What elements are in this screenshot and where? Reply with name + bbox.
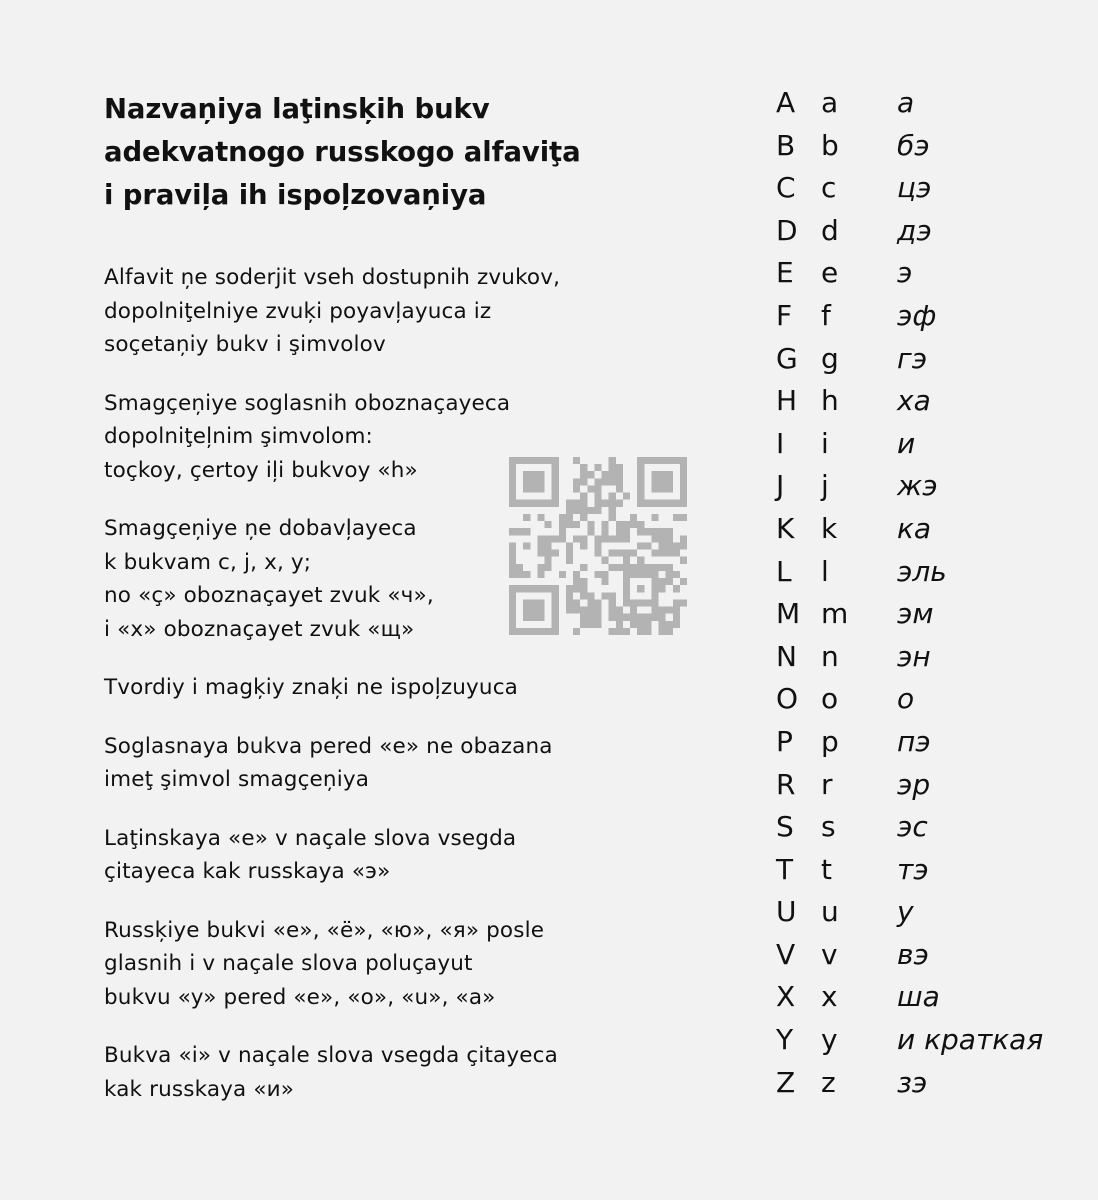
title-line: adekvatnogo russkogo alfaviţa [104,136,581,168]
alphabet-row [0,125,1098,168]
alphabet-table [0,82,1098,1104]
letter-name: э [897,256,913,290]
letter-name: вэ [897,937,929,971]
alphabet-row [0,423,1098,466]
lowercase-letter: e [821,256,839,290]
letter-name: жэ [897,469,938,503]
uppercase-letter: N [776,639,797,673]
uppercase-letter: P [776,724,793,758]
uppercase-letter: H [776,384,798,418]
letter-name: а [897,86,915,119]
paragraph-line: i «x» oboznaçayet zvuk «щ» [104,616,415,642]
lowercase-letter: z [821,1065,836,1099]
alphabet-row [0,806,1098,849]
lowercase-letter: o [821,682,839,716]
title-line: Nazvaņiya laţinsķih bukv [104,93,490,125]
uppercase-letter: X [776,980,796,1014]
paragraph-line: Russķiye bukvi «е», «ё», «ю», «я» posle [104,917,545,943]
paragraph-line: soçetaņiy bukv i şimvolov [104,332,386,357]
uppercase-letter: L [776,554,792,588]
alphabet-row [0,210,1098,253]
paragraph-line: k bukvam c, j, x, y; [104,549,312,575]
letter-name: эр [897,767,931,801]
uppercase-letter: O [776,682,799,716]
uppercase-letter: I [776,426,785,460]
lowercase-letter: c [821,171,837,205]
lowercase-letter: f [821,298,831,332]
letter-name: тэ [897,852,929,886]
paragraph-line: kak russkaya «и» [104,1076,295,1102]
lowercase-letter: h [821,384,839,418]
letter-name: бэ [897,128,930,162]
alphabet-row [0,338,1098,381]
uppercase-letter: K [776,511,795,545]
paragraph-line: bukvu «y» pered «e», «o», «u», «a» [104,984,496,1010]
letter-name: о [897,682,915,716]
letter-name: пэ [897,724,931,758]
alphabet-row [0,465,1098,508]
letter-name: ха [897,384,931,418]
letter-name: гэ [897,341,928,375]
paragraph-line: dopolniţeļnim şimvolom: [104,424,373,449]
paragraph-line: Soglasnaya bukva pered «e» ne obazana [104,733,553,759]
paragraph-line: Laţinskaya «e» v naçale slova vsegda [104,825,517,851]
uppercase-letter: T [776,852,794,886]
uppercase-letter: S [776,810,794,844]
letter-name: эн [897,639,931,673]
alphabet-row [0,1019,1098,1062]
uppercase-letter: J [776,469,785,503]
uppercase-letter: Y [776,1023,794,1057]
lowercase-letter: p [821,724,839,758]
lowercase-letter: m [821,597,849,631]
lowercase-letter: u [821,895,839,929]
letter-name: зэ [897,1065,928,1099]
alphabet-row [0,636,1098,679]
alphabet-row [0,891,1098,934]
alphabet-row [0,934,1098,977]
letter-name: и краткая [897,1023,1044,1057]
alphabet-row [0,252,1098,295]
lowercase-letter: g [821,341,839,375]
lowercase-letter: v [821,937,838,971]
lowercase-letter: k [821,511,838,545]
paragraph-line: glasnih i v naçale slova poluçayut [104,951,473,976]
letter-name: эс [897,810,928,844]
uppercase-letter: U [776,895,797,929]
lowercase-letter: n [821,639,839,673]
lowercase-letter: l [821,554,829,588]
paragraph-line: Bukva «i» v naçale slova vsegda çitayeca [104,1043,558,1068]
paragraph-line: Tvordiy i magķiy znaķi ne ispoļzuyuca [104,675,518,700]
uppercase-letter: B [776,128,796,162]
lowercase-letter: i [821,426,829,460]
alphabet-row [0,721,1098,764]
uppercase-letter: R [776,767,796,801]
alphabet-row [0,551,1098,594]
letter-name: эм [897,597,934,631]
letter-name: и [897,426,916,460]
lowercase-letter: t [821,852,832,886]
lowercase-letter: s [821,810,836,844]
letter-name: ша [897,980,940,1014]
letter-name: дэ [897,213,932,247]
paragraph-line: Alfavit ņe soderjit vseh dostupnih zvukov, [104,265,561,290]
uppercase-letter: V [776,937,796,971]
alphabet-row [0,295,1098,338]
lowercase-letter: d [821,213,839,247]
title-line: i praviļa ih ispoļzovaņiya [104,179,487,211]
lowercase-letter: a [821,86,839,119]
letter-name: у [897,895,914,929]
uppercase-letter: D [776,213,798,247]
uppercase-letter: F [776,298,793,332]
alphabet-row [0,678,1098,721]
lowercase-letter: j [821,469,829,503]
paragraph-line: imeţ şimvol smagçeņiya [104,767,370,792]
uppercase-letter: A [776,86,796,119]
uppercase-letter: Z [776,1065,796,1099]
letter-name: ка [897,511,932,545]
letter-name: эф [897,298,937,332]
uppercase-letter: G [776,341,798,375]
alphabet-row [0,167,1098,210]
letter-name: цэ [897,171,932,205]
paragraph-line: toçkoy, çertoy iļi bukvoy «h» [104,457,418,483]
lowercase-letter: y [821,1023,838,1057]
lowercase-letter: r [821,767,833,801]
alphabet-row [0,593,1098,636]
alphabet-row [0,976,1098,1019]
alphabet-row [0,380,1098,423]
letter-name: эль [897,554,947,588]
lowercase-letter: x [821,980,838,1014]
alphabet-row [0,849,1098,892]
paragraph-line: no «ç» oboznaçayet zvuk «ч», [104,583,434,608]
paragraph-line: Smagçeņiye ņe dobavļayeca [104,516,417,541]
uppercase-letter: C [776,171,796,205]
uppercase-letter: M [776,597,801,631]
alphabet-row [0,82,1098,125]
uppercase-letter: E [776,256,794,290]
paragraph-line: çitayeca kak russkaya «э» [104,859,391,884]
alphabet-row [0,764,1098,807]
lowercase-letter: b [821,128,839,162]
alphabet-row [0,1062,1098,1105]
alphabet-row [0,508,1098,551]
paragraph-line: dopolniţelniye zvuķi poyavļayuca iz [104,298,492,324]
paragraph-line: Smagçeņiye soglasnih oboznaçayeca [104,390,511,416]
